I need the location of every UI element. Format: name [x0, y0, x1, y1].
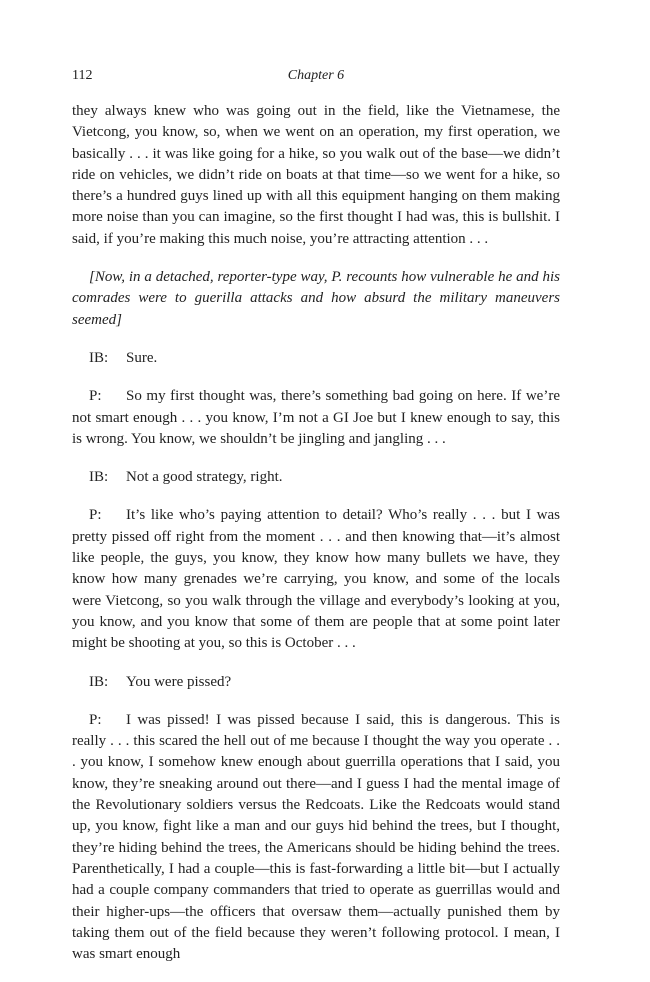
- dialogue-line: [72, 505, 560, 654]
- dialogue-line: [72, 710, 560, 966]
- running-head: [72, 66, 560, 86]
- dialogue-line: [72, 467, 560, 488]
- speaker-label: P:: [89, 711, 102, 728]
- dialogue-line: [72, 672, 560, 693]
- dialogue-text: Not a good strategy, right.: [126, 469, 283, 486]
- speaker-label: IB:: [89, 349, 109, 366]
- dialogue-line: [72, 348, 560, 369]
- chapter-title: Chapter 6: [287, 68, 345, 83]
- book-page: [72, 66, 560, 982]
- speaker-label: IB:: [89, 673, 109, 690]
- editorial-note: [Now, in a detached, reporter-type way, P. recounts how vulnerable he and his comrades were to guerilla attacks and how absurd the military maneuvers seemed]: [72, 269, 560, 328]
- dialogue-text: Sure.: [126, 349, 158, 366]
- dialogue-line: [72, 386, 560, 450]
- speaker-label: IB:: [89, 469, 109, 486]
- page-number: 112: [72, 68, 93, 83]
- dialogue-text: You were pissed?: [126, 673, 232, 690]
- dialogue-text: It’s like who’s paying attention to detail? Who’s really . . . but I was pretty pissed off right from the moment . . . and then knowing that—it’s almost like people, the guys, you know, they know how many bullets we have, they know how many grenades we’re carrying, you know, and some of the locals were Vietcong, so you walk through the village and everybody’s looking at you, you know, and you know that some of them are people that at some point later might be shooting at you, so this is October . . .: [72, 507, 560, 652]
- body-text: [72, 101, 560, 965]
- dialogue-text: So my first thought was, there’s something bad going on here. If we’re not smart enough . . . you know, I’m not a GI Joe but I knew enough to say, this is wrong. You know, we shouldn’t be jingling and jangling . . .: [72, 388, 560, 447]
- speaker-label: P:: [89, 388, 102, 405]
- speaker-label: P:: [89, 507, 102, 524]
- paragraph-opening: they always knew who was going out in the field, like the Vietnamese, the Vietcong, you know, so, when we went on an operation, my first operation, we basically . . . it was like going for a hike, so you walk out of the base—we didn’t ride on vehicles, we didn’t ride on boats at that time—so we went for a hike, so there’s a hundred guys lined up with all this equipment hanging on them making more noise than you can imagine, so the first thought I had was, this is bullshit. I said, if you’re making this much noise, you’re attracting attention . . .: [72, 103, 560, 247]
- dialogue-text: I was pissed! I was pissed because I said, this is dangerous. This is really . . . this scared the hell out of me because I thought the way you operate . . . you know, I somehow knew enough about guerrilla operations that I said, you know, they’re sneaking around out there—and I guess I had the mental image of the Revolutionary soldiers versus the Redcoats. Like the Redcoats would stand up, you know, fight like a man and our guys hid behind the trees, but I thought, they’re hiding behind the trees, the Americans should be hiding behind the trees. Parenthetically, I had a couple—this is fast-forwarding a little bit—but I actually had a couple company commanders that tried to operate as guerrillas would and their higher-ups—the officers that oversaw them—actually punished them by taking them out of the field because they weren’t following protocol. I mean, I was smart enough: [72, 711, 560, 963]
